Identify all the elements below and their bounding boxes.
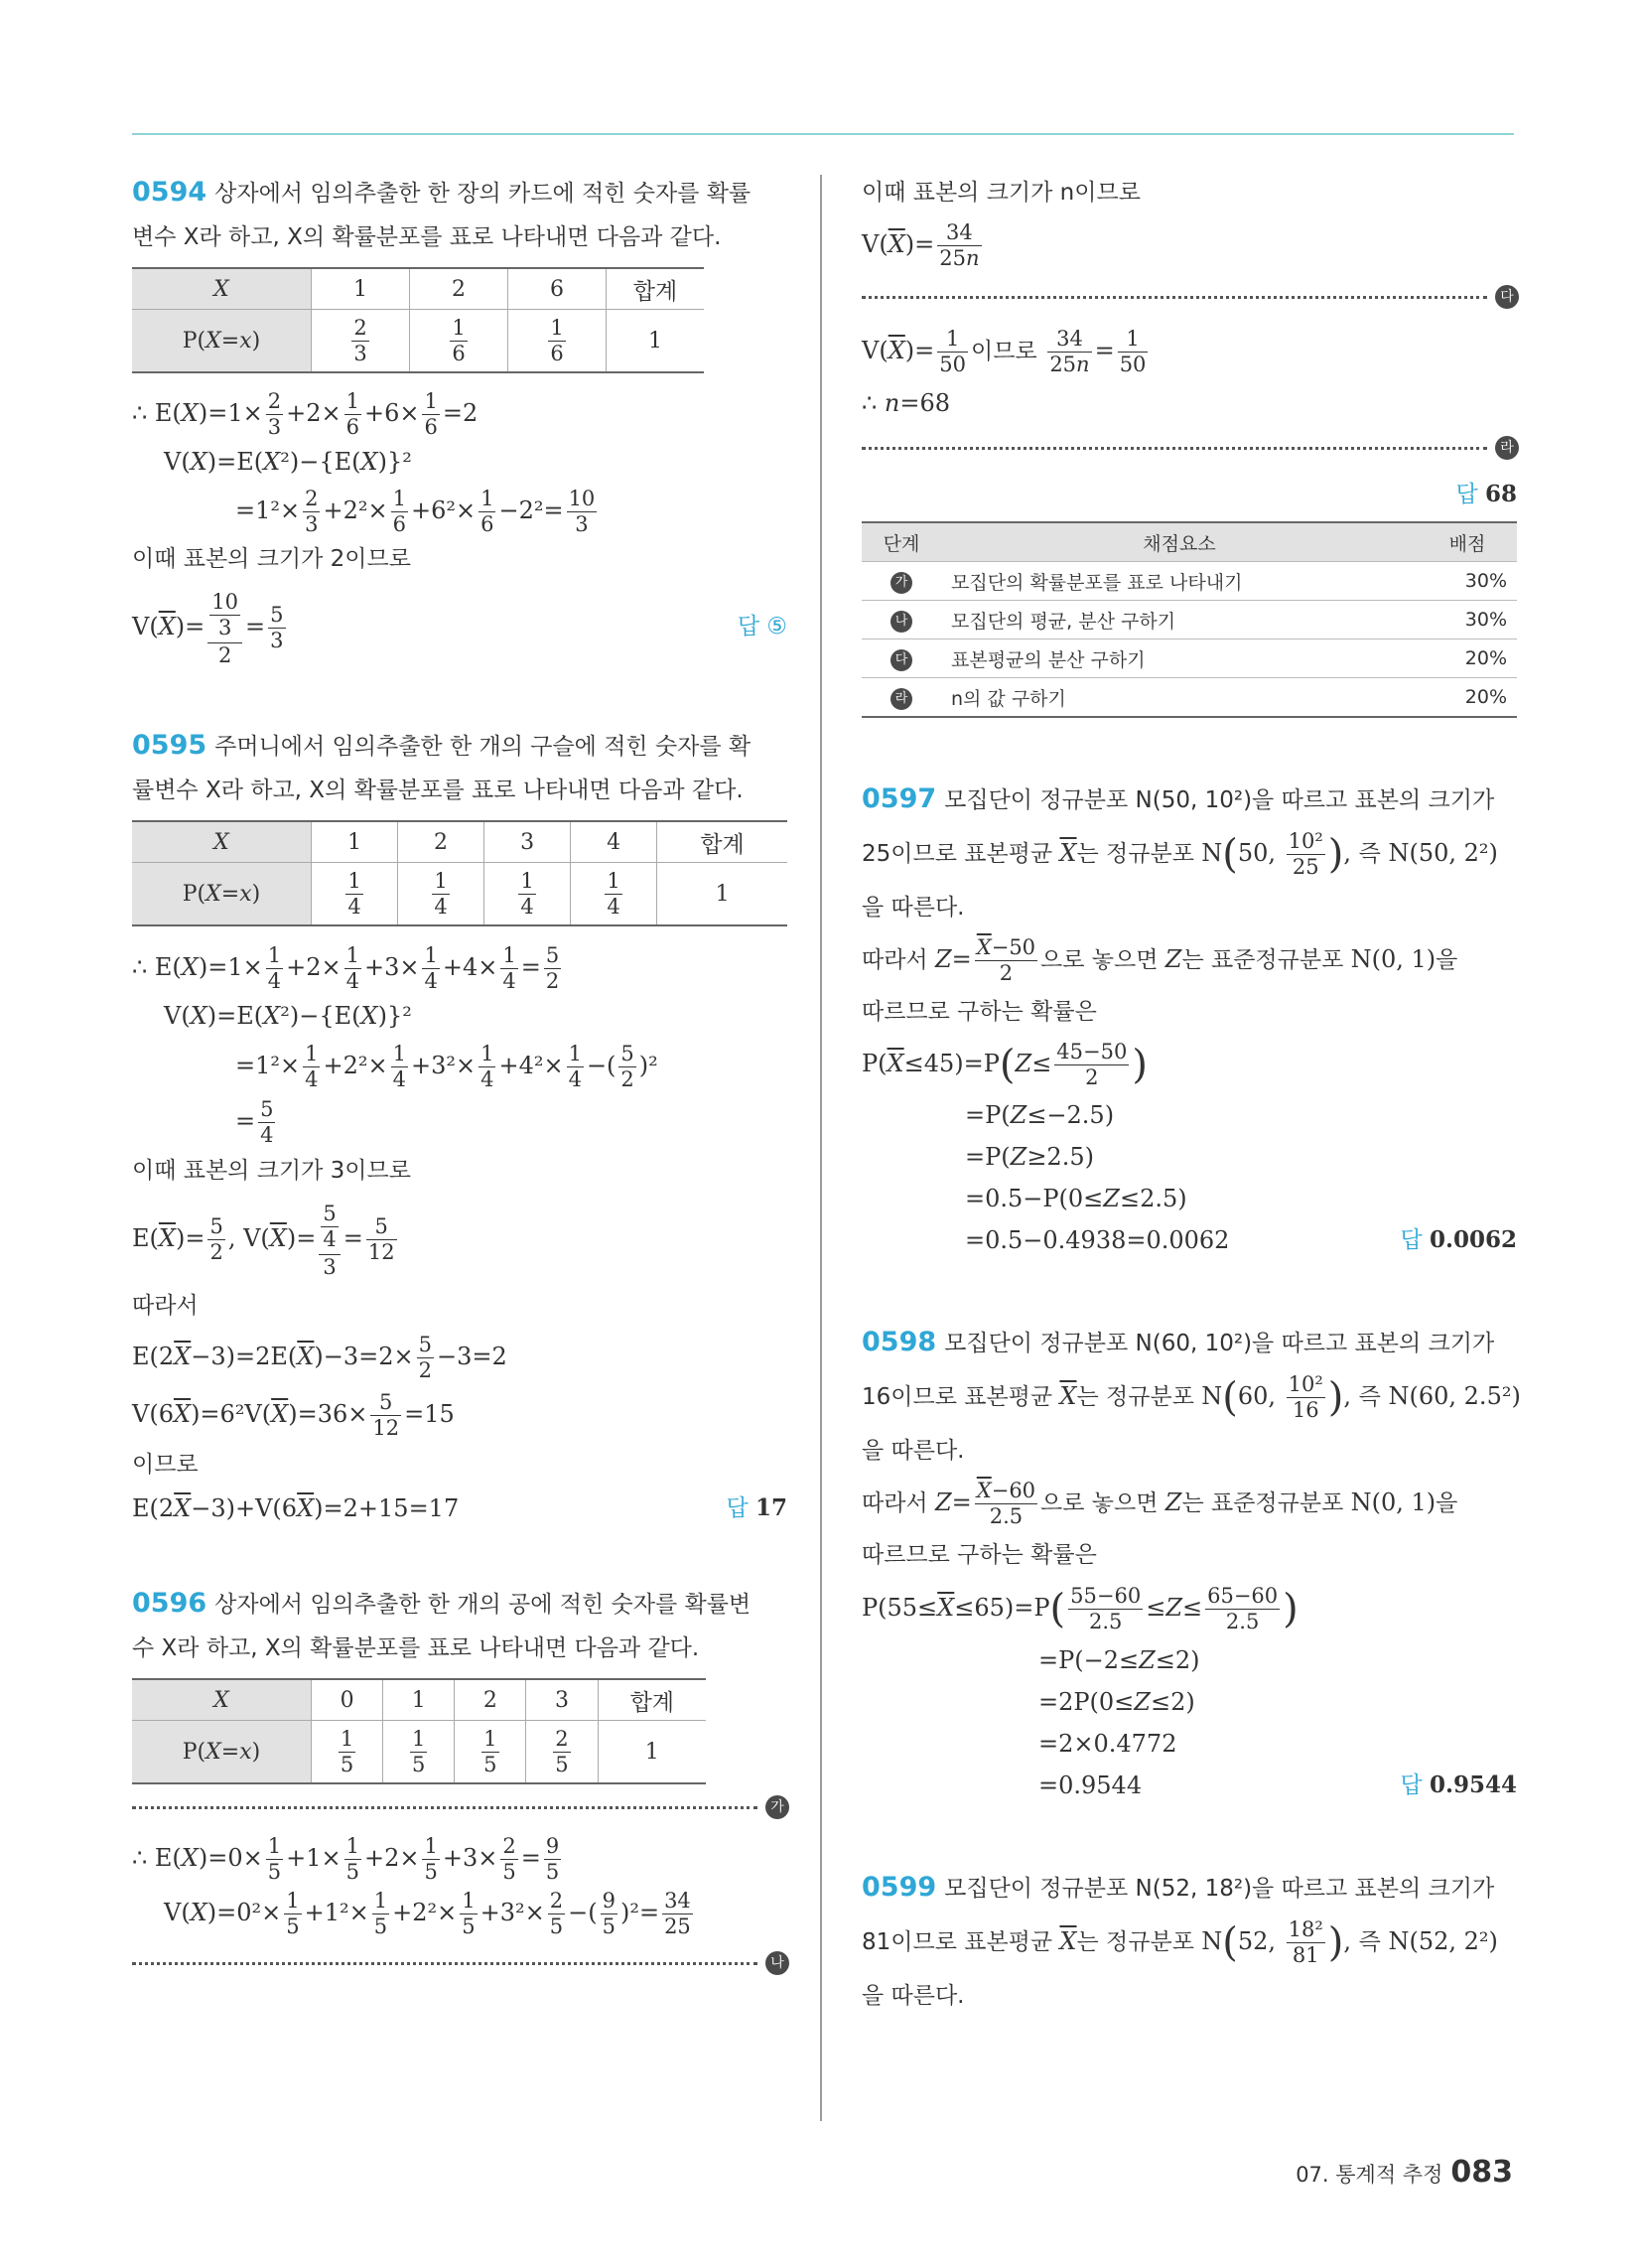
table-cell: $\frac{1}{5}$ xyxy=(383,1721,455,1784)
table-header: P(X=x) xyxy=(132,863,312,926)
explanation-text: 을 따른다. xyxy=(862,1437,965,1464)
answer-badge: 답 0.0062 xyxy=(1400,1226,1517,1253)
grading-rubric-table xyxy=(862,521,1517,718)
table-cell: 모집단의 확률분포를 표로 나타내기 xyxy=(941,562,1418,601)
explanation-text: 따라서 xyxy=(132,1293,199,1319)
table-header: 단계 xyxy=(862,522,941,562)
step-mark-da: 다 xyxy=(1495,285,1519,309)
problem-number: 0599 xyxy=(862,1872,937,1903)
table-cell: 합계 xyxy=(607,268,705,310)
problem-statement: 수 X라 하고, X의 확률분포를 표로 나타내면 다음과 같다. xyxy=(132,1635,700,1661)
table-cell: 6 xyxy=(508,268,607,310)
table-cell: 합계 xyxy=(598,1679,706,1721)
problem-statement: 모집단이 정규분포 N(52, 18²)을 따르고 표본의 크기가 xyxy=(944,1876,1495,1902)
table-cell: $\frac{1}{4}$ xyxy=(571,863,657,926)
step-mark: 나 xyxy=(890,611,912,633)
table-cell: 1 xyxy=(383,1679,455,1721)
table-row xyxy=(862,601,1517,639)
table-cell: n의 값 구하기 xyxy=(941,678,1418,718)
explanation-text: 따르므로 구하는 확률은 xyxy=(862,1541,1097,1568)
step-mark: 다 xyxy=(890,649,912,671)
table-cell: 3 xyxy=(526,1679,598,1721)
problem-0599: 0599 모집단이 정규분포 N(52, 18²)을 따르고 표본의 크기가 81이므로 표본평균 $\overline{X}$는 정규분포 N(52, $\frac{\text{18²}}{81}$ ), 즉 N(52, 2²) 을 따른다. xyxy=(862,1866,1517,2018)
table-row xyxy=(862,678,1517,718)
problem-statement: 모집단이 정규분포 N(60, 10²)을 따르고 표본의 크기가 xyxy=(944,1331,1495,1356)
table-row xyxy=(862,639,1517,678)
problem-statement: 상자에서 임의추출한 한 장의 카드에 적힌 숫자를 확률 xyxy=(214,181,752,207)
table-cell: 0 xyxy=(312,1679,383,1721)
explanation-text: 이므로 xyxy=(132,1452,199,1478)
table-cell: 2 xyxy=(398,821,484,863)
problem-statement: 모집단이 정규분포 N(50, 10²)을 따르고 표본의 크기가 xyxy=(944,787,1495,813)
table-cell: 합계 xyxy=(657,821,787,863)
page-number: 083 xyxy=(1450,2155,1513,2190)
explanation-text: 이때 표본의 크기가 n이므로 xyxy=(862,180,1141,206)
table-cell: 1 xyxy=(598,1721,706,1784)
column-divider xyxy=(820,175,822,2121)
problem-number: 0598 xyxy=(862,1327,937,1357)
step-mark-ga: 가 xyxy=(765,1795,789,1819)
step-mark: 가 xyxy=(890,572,912,594)
step-divider xyxy=(862,289,1514,305)
answer-badge: 답 68 xyxy=(1455,481,1517,507)
chapter-title: 07. 통계적 추정 xyxy=(1296,2163,1443,2187)
problem-statement: 상자에서 임의추출한 한 개의 공에 적힌 숫자를 확률변 xyxy=(214,1592,752,1618)
step-mark: 라 xyxy=(890,688,912,710)
table-cell: 2 xyxy=(455,1679,526,1721)
table-cell: 1 xyxy=(312,268,410,310)
table-cell: 20% xyxy=(1418,678,1517,718)
explanation-text: 따르므로 구하는 확률은 xyxy=(862,998,1097,1025)
distribution-table xyxy=(132,820,787,926)
table-cell: 20% xyxy=(1418,639,1517,678)
left-column xyxy=(132,171,787,1987)
problem-0598: 0598 모집단이 정규분포 N(60, 10²)을 따르고 표본의 크기가 16이므로 표본평균 $\overline{X}$는 정규분포 N(60, $\frac{\text{10²}}{16}$ ), 즉 N(60, 2.5²) 을 따른다. 따라서 Z= $\frac{\overline{X}-60}{2.5}$ 으로 놓으면 Z는 표준정규분포 N(0, 1)을 따르므로 구하는 확률은 $P(55\le\overline{X}\le 65)=P$( $\frac{55-60}{2.5}$ ≤Z≤ $\frac{65-60}{2.5}$ ) =P(−2≤Z≤2) =2P(0≤Z≤2) =2×0.4772 =0.9544 답 0.9544 xyxy=(862,1321,1517,1806)
header-rule xyxy=(132,133,1514,135)
table-header: X xyxy=(132,1679,312,1721)
right-column xyxy=(862,171,1521,2018)
answer-badge: 답 17 xyxy=(726,1494,787,1521)
table-cell: 1 xyxy=(607,310,705,373)
answer-badge: 답 0.9544 xyxy=(1400,1772,1517,1798)
problem-number: 0597 xyxy=(862,783,937,814)
problem-statement: 률변수 X라 하고, X의 확률분포를 표로 나타내면 다음과 같다. xyxy=(132,778,744,803)
step-mark-na: 나 xyxy=(765,1951,789,1975)
table-cell: $\frac{1}{6}$ xyxy=(508,310,607,373)
problem-0595: 0595 주머니에서 임의추출한 한 개의 구슬에 적힌 숫자를 확 률변수 X라 하고, X의 확률분포를 표로 나타내면 다음과 같다. X 1 2 3 4 합계 P(X=x) $\frac{1}{4}$ $\frac{1}{4}$ $\frac{1}{4}$ $\frac{1}{4}$ 1 ∴ E(X)=1× $\frac{1}{4}$ +2× $\frac{1}{4}$ +3× $\frac{1}{4}$ +4× $\frac{1}{4}$ = $\frac{5}{2}$ V(X)=E(X²)−{E(X)}² =1²× $\frac{1}{4}$ +2²× $\frac{1}{4}$ +3²× $\frac{1}{4}$ +4²× $\frac{1}{4}$ −( $\frac{5}{2}$ )² = $\frac{5}{4}$ 이때 표본의 크기가 3이므로 $E(\overline{X})=$ $\frac{5}{2}$ , $V(\overline{X})=$ $\frac{\frac{5}{4}}{3}$ = $\frac{5}{12}$ 따라서 $E(2\overline{X}-3)=2E(\overline{X})-3=2\times$ $\frac{5}{2}$ −3=2 $V(6\overline{X})=6^2V(\overline{X})=36\times$ $\frac{5}{12}$ =15 이므로 $E(2\overline{X}-3)+V(6\overline{X})=2+15=17$ 답 17 xyxy=(132,724,787,1530)
problem-0596-continued: 이때 표본의 크기가 n이므로 $V(\overline{X})=$ $\frac{34}{25n}$ 다 $V(\overline{X})=$ $\frac{1}{50}$ 이므로 $\frac{34}{25n}$ = $\frac{1}{50}$ ∴ n=68 라 답 68 단계 채점요소 배점 가 모집단의 확률분포를 표로 나타내기 30% 나 모집단의 평균, 분산 구하기 30% 다 표본평균의 분산 구하기 20% 라 n의 값 구하기 20% xyxy=(862,171,1517,718)
table-cell: 모집단의 평균, 분산 구하기 xyxy=(941,601,1418,639)
table-header: 채점요소 xyxy=(941,522,1418,562)
table-cell: $\frac{1}{5}$ xyxy=(312,1721,383,1784)
page-footer xyxy=(1296,2155,1513,2190)
table-row xyxy=(862,562,1517,601)
problem-statement: 주머니에서 임의추출한 한 개의 구슬에 적힌 숫자를 확 xyxy=(214,734,752,760)
problem-number: 0596 xyxy=(132,1588,207,1619)
problem-number: 0595 xyxy=(132,730,207,761)
explanation-text: 이때 표본의 크기가 3이므로 xyxy=(132,1158,411,1184)
problem-0596: 0596 상자에서 임의추출한 한 개의 공에 적힌 숫자를 확률변 수 X라 하고, X의 확률분포를 표로 나타내면 다음과 같다. X 0 1 2 3 합계 P(X=x) $\frac{1}{5}$ $\frac{1}{5}$ $\frac{1}{5}$ $\frac{2}{5}$ 1 가 ∴ E(X)=0× $\frac{1}{5}$ +1× $\frac{1}{5}$ +2× $\frac{1}{5}$ +3× $\frac{2}{5}$ = $\frac{9}{5}$ V(X)=0²× $\frac{1}{5}$ +1²× $\frac{1}{5}$ +2²× $\frac{1}{5}$ +3²× $\frac{2}{5}$ −( $\frac{9}{5}$ )²= $\frac{34}{25}$ 나 xyxy=(132,1582,787,1965)
table-header: P(X=x) xyxy=(132,310,312,373)
distribution-table xyxy=(132,267,704,373)
distribution-table xyxy=(132,1678,706,1784)
table-cell: 2 xyxy=(410,268,508,310)
step-divider xyxy=(132,1955,784,1971)
table-cell: $\frac{1}{6}$ xyxy=(410,310,508,373)
table-cell: $\frac{1}{4}$ xyxy=(484,863,571,926)
table-cell: 4 xyxy=(571,821,657,863)
step-divider xyxy=(132,1799,784,1815)
table-cell: $\frac{2}{5}$ xyxy=(526,1721,598,1784)
table-cell: 3 xyxy=(484,821,571,863)
table-header: X xyxy=(132,268,312,310)
table-cell: 1 xyxy=(657,863,787,926)
step-mark-ra: 라 xyxy=(1495,436,1519,460)
explanation-text: 을 따른다. xyxy=(862,1982,965,2009)
answer-badge: 답 ⑤ xyxy=(737,614,787,639)
table-cell: $\frac{1}{5}$ xyxy=(455,1721,526,1784)
problem-statement: 변수 X라 하고, X의 확률분포를 표로 나타내면 다음과 같다. xyxy=(132,224,722,250)
table-cell: 30% xyxy=(1418,562,1517,601)
table-cell: $\frac{1}{4}$ xyxy=(312,863,398,926)
table-header: X xyxy=(132,821,312,863)
table-cell: 1 xyxy=(312,821,398,863)
table-cell: $\frac{2}{3}$ xyxy=(312,310,410,373)
step-divider xyxy=(862,440,1514,456)
table-cell: 30% xyxy=(1418,601,1517,639)
table-cell: $\frac{1}{4}$ xyxy=(398,863,484,926)
problem-0594: 0594 상자에서 임의추출한 한 장의 카드에 적힌 숫자를 확률 변수 X라 하고, X의 확률분포를 표로 나타내면 다음과 같다. X 1 2 6 합계 P(X=x) $\frac{2}{3}$ $\frac{1}{6}$ $\frac{1}{6}$ 1 ∴ E(X)=1× $\frac{2}{3}$ +2× $\frac{1}{6}$ +6× $\frac{1}{6}$ =2 V(X)=E(X²)−{E(X)}² =1²× $\frac{2}{3}$ +2²× $\frac{1}{6}$ +6²× $\frac{1}{6}$ −2²= $\frac{10}{3}$ 이때 표본의 크기가 2이므로 $V(\overline{X})=$ $\frac{\frac{10}{3}}{2}$ = $\frac{5}{3}$ 답 ⑤ xyxy=(132,171,787,672)
table-cell: 표본평균의 분산 구하기 xyxy=(941,639,1418,678)
explanation-text: 이때 표본의 크기가 2이므로 xyxy=(132,546,411,572)
explanation-text: 을 따른다. xyxy=(862,894,965,921)
problem-0597: 0597 모집단이 정규분포 N(50, 10²)을 따르고 표본의 크기가 25이므로 표본평균 $\overline{X}$는 정규분포 N(50, $\frac{\text{10²}}{25}$ ), 즉 N(50, 2²) 을 따른다. 따라서 Z= $\frac{\overline{X}-50}{2}$ 으로 놓으면 Z는 표준정규분포 N(0, 1)을 따르므로 구하는 확률은 $P(\overline{X}\le 45)=P(Z\le$ $\frac{45-50}{2}$ ) =P(Z≤−2.5) =P(Z≥2.5) =0.5−P(0≤Z≤2.5) =0.5−0.4938=0.0062 답 0.0062 xyxy=(862,778,1517,1261)
problem-number: 0594 xyxy=(132,177,207,208)
table-header: P(X=x) xyxy=(132,1721,312,1784)
table-header: 배점 xyxy=(1418,522,1517,562)
